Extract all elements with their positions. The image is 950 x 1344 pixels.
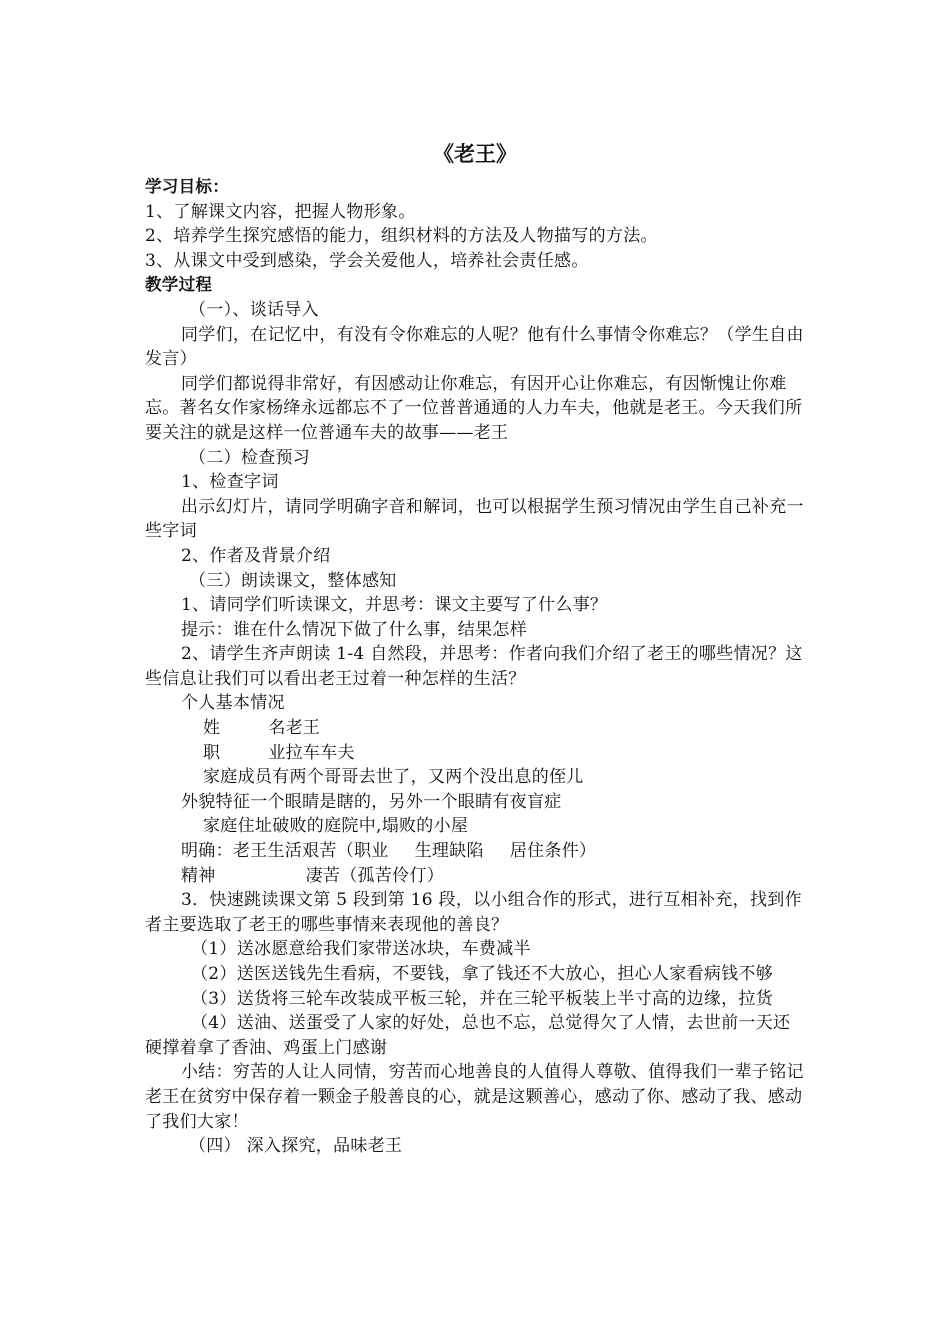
objective-item: 2、培养学生探究感悟的能力，组织材料的方法及人物描写的方法。 [145,226,658,247]
event-item: （3）送货将三轮车改装成平板三轮，并在三轮平板装上半寸高的边缘，拉货 [191,988,774,1009]
objective-item: 3、从课文中受到感染，学会关爱他人，培养社会责任感。 [145,250,589,271]
info-name-row [145,716,807,741]
info-family: 家庭成员有两个哥哥去世了，又两个没出息的侄儿 [203,767,584,788]
info-value: 业拉车车夫 [268,742,355,763]
info-heading: 个人基本情况 [181,693,285,714]
clarify-text: 明确：老王生活艰苦（职业 [181,841,389,862]
info-label: 职 [203,742,221,763]
question: 1、请同学们听读课文，并思考：课文主要写了什么事？ [181,595,608,616]
hint: 提示：谁在什么情况下做了什么事，结果怎样 [181,619,527,640]
event-item: （4）送油、送蛋受了人家的好处，总也不忘，总觉得欠了人情，去世前一天还硬撑着拿了香油、鸡蛋上门感谢 [145,1013,791,1058]
document-title: 《老王》 [433,142,517,166]
event-item: （1）送冰愿意给我们家带送冰块，车费减半 [191,939,531,960]
clarify-row [145,839,807,864]
objective-item: 1、了解课文内容，把握人物形象。 [145,201,416,222]
section-2-title: （二）检查预习 [189,447,311,468]
objectives-heading: 学习目标： [145,177,229,196]
paragraph: 同学们，在记忆中，有没有令你难忘的人呢？他有什么事情令你难忘？（学生自由发言） [145,324,804,370]
summary: 小结：穷苦的人让人同情，穷苦而心地善良的人值得人尊敬、值得我们一辈子铭记老王在贫穷中保存着一颗金子般善良的心，就是这颗善心，感动了你、感动了我、感动了我们大家！ [145,1062,804,1132]
section-4-title: （四） 深入探究，品味老王 [189,1136,403,1157]
spirit-label: 精神 [181,865,216,886]
info-look: 外貌特征一个眼睛是瞎的，另外一个眼睛有夜盲症 [181,791,562,812]
list-item: 1、检查字词 [181,472,279,493]
info-label: 姓 [203,718,221,739]
info-job-row [145,741,807,766]
paragraph: 同学们都说得非常好，有因感动让你难忘，有因开心让你难忘，有因惭愧让你难忘。著名女作家杨绛永远都忘不了一位普普通通的人力车夫，他就是老王。今天我们所要关注的就是这样一位普通车夫的故事——老王 [145,373,803,443]
question: 2、请学生齐声朗读 1-4 自然段，并思考：作者向我们介绍了老王的哪些情况？这些信息让我们可以看出老王过着一种怎样的生活？ [145,644,803,689]
process-heading: 教学过程 [145,275,213,295]
section-1-title: （一）、谈话导入 [189,299,319,320]
info-value: 名老王 [268,718,321,739]
clarify-text: 生理缺陷 [414,841,484,862]
document-body [145,175,807,1159]
clarify-text: 居住条件） [509,841,597,862]
paragraph: 出示幻灯片，请同学明确字音和解词，也可以根据学生预习情况由学生自己补充一些字词 [145,496,804,542]
info-home: 家庭住址破败的庭院中,塌败的小屋 [203,816,469,837]
spirit-value: 凄苦（孤苦伶仃） [305,865,445,886]
section-3-title: （三）朗读课文，整体感知 [189,570,397,591]
question: 3．快速跳读课文第 5 段到第 16 段，以小组合作的形式，进行互相补充，找到作者主要选取了老王的哪些事情来表现他的善良？ [145,890,802,935]
event-item: （2）送医送钱先生看病，不要钱，拿了钱还不大放心，担心人家看病钱不够 [191,964,774,984]
spirit-row [145,864,807,889]
list-item: 2、作者及背景介绍 [181,545,331,566]
